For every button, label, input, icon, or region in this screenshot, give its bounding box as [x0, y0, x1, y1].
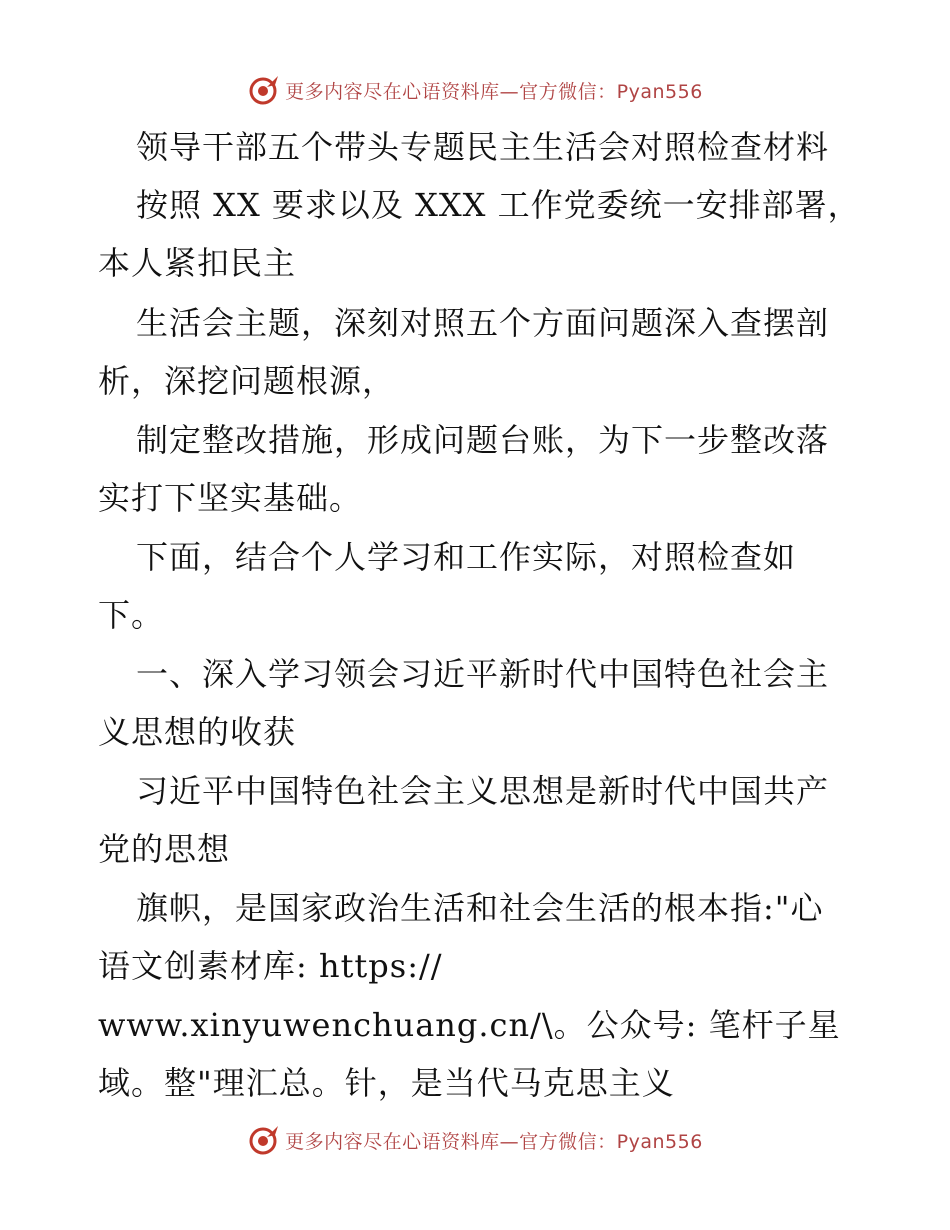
watermark-text: 更多内容尽在心语资料库—官方微信：Pyan556 — [285, 80, 703, 103]
paragraph-line: 语文创素材库: https:// — [98, 947, 443, 985]
paragraph-line: 生活会主题，深刻对照五个方面问题深入查摆剖 — [136, 304, 830, 342]
paragraph-line: 实打下坚实基础。 — [98, 479, 363, 517]
header-watermark-banner — [0, 72, 950, 108]
section-heading: 一、深入学习领会习近平新时代中国特色社会主 — [136, 655, 830, 693]
paragraph-line: 按照 XX 要求以及 XXX 工作党委统一安排部署， — [136, 186, 861, 224]
paragraph-line: 制定整改措施，形成问题台账，为下一步整改落 — [136, 421, 830, 459]
paragraph-line: 党的思想 — [98, 830, 231, 868]
paragraph-line: 域。整"理汇总。针，是当代马克思主义 — [98, 1064, 675, 1102]
footer-watermark-banner — [0, 1122, 950, 1158]
document-title: 领导干部五个带头专题民主生活会对照检查材料 — [136, 128, 830, 166]
paragraph-line: 下。 — [98, 596, 165, 634]
section-heading: 义思想的收获 — [98, 713, 297, 751]
watermark-text: 更多内容尽在心语资料库—官方微信：Pyan556 — [285, 1130, 703, 1153]
paragraph-line: 旗帜，是国家政治生活和社会生活的根本指:"心 — [136, 889, 824, 927]
paragraph-line: 习近平中国特色社会主义思想是新时代中国共产 — [136, 772, 830, 810]
paragraph-line: 下面，结合个人学习和工作实际，对照检查如 — [136, 538, 797, 576]
paragraph-line: www.xinyuwenchuang.cn/\。公众号: 笔杆子星 — [98, 1006, 841, 1044]
brand-logo-icon — [247, 73, 281, 107]
paragraph-line: 本人紧扣民主 — [98, 244, 297, 282]
brand-logo-icon — [247, 1123, 281, 1157]
paragraph-line: 析，深挖问题根源， — [98, 362, 396, 400]
